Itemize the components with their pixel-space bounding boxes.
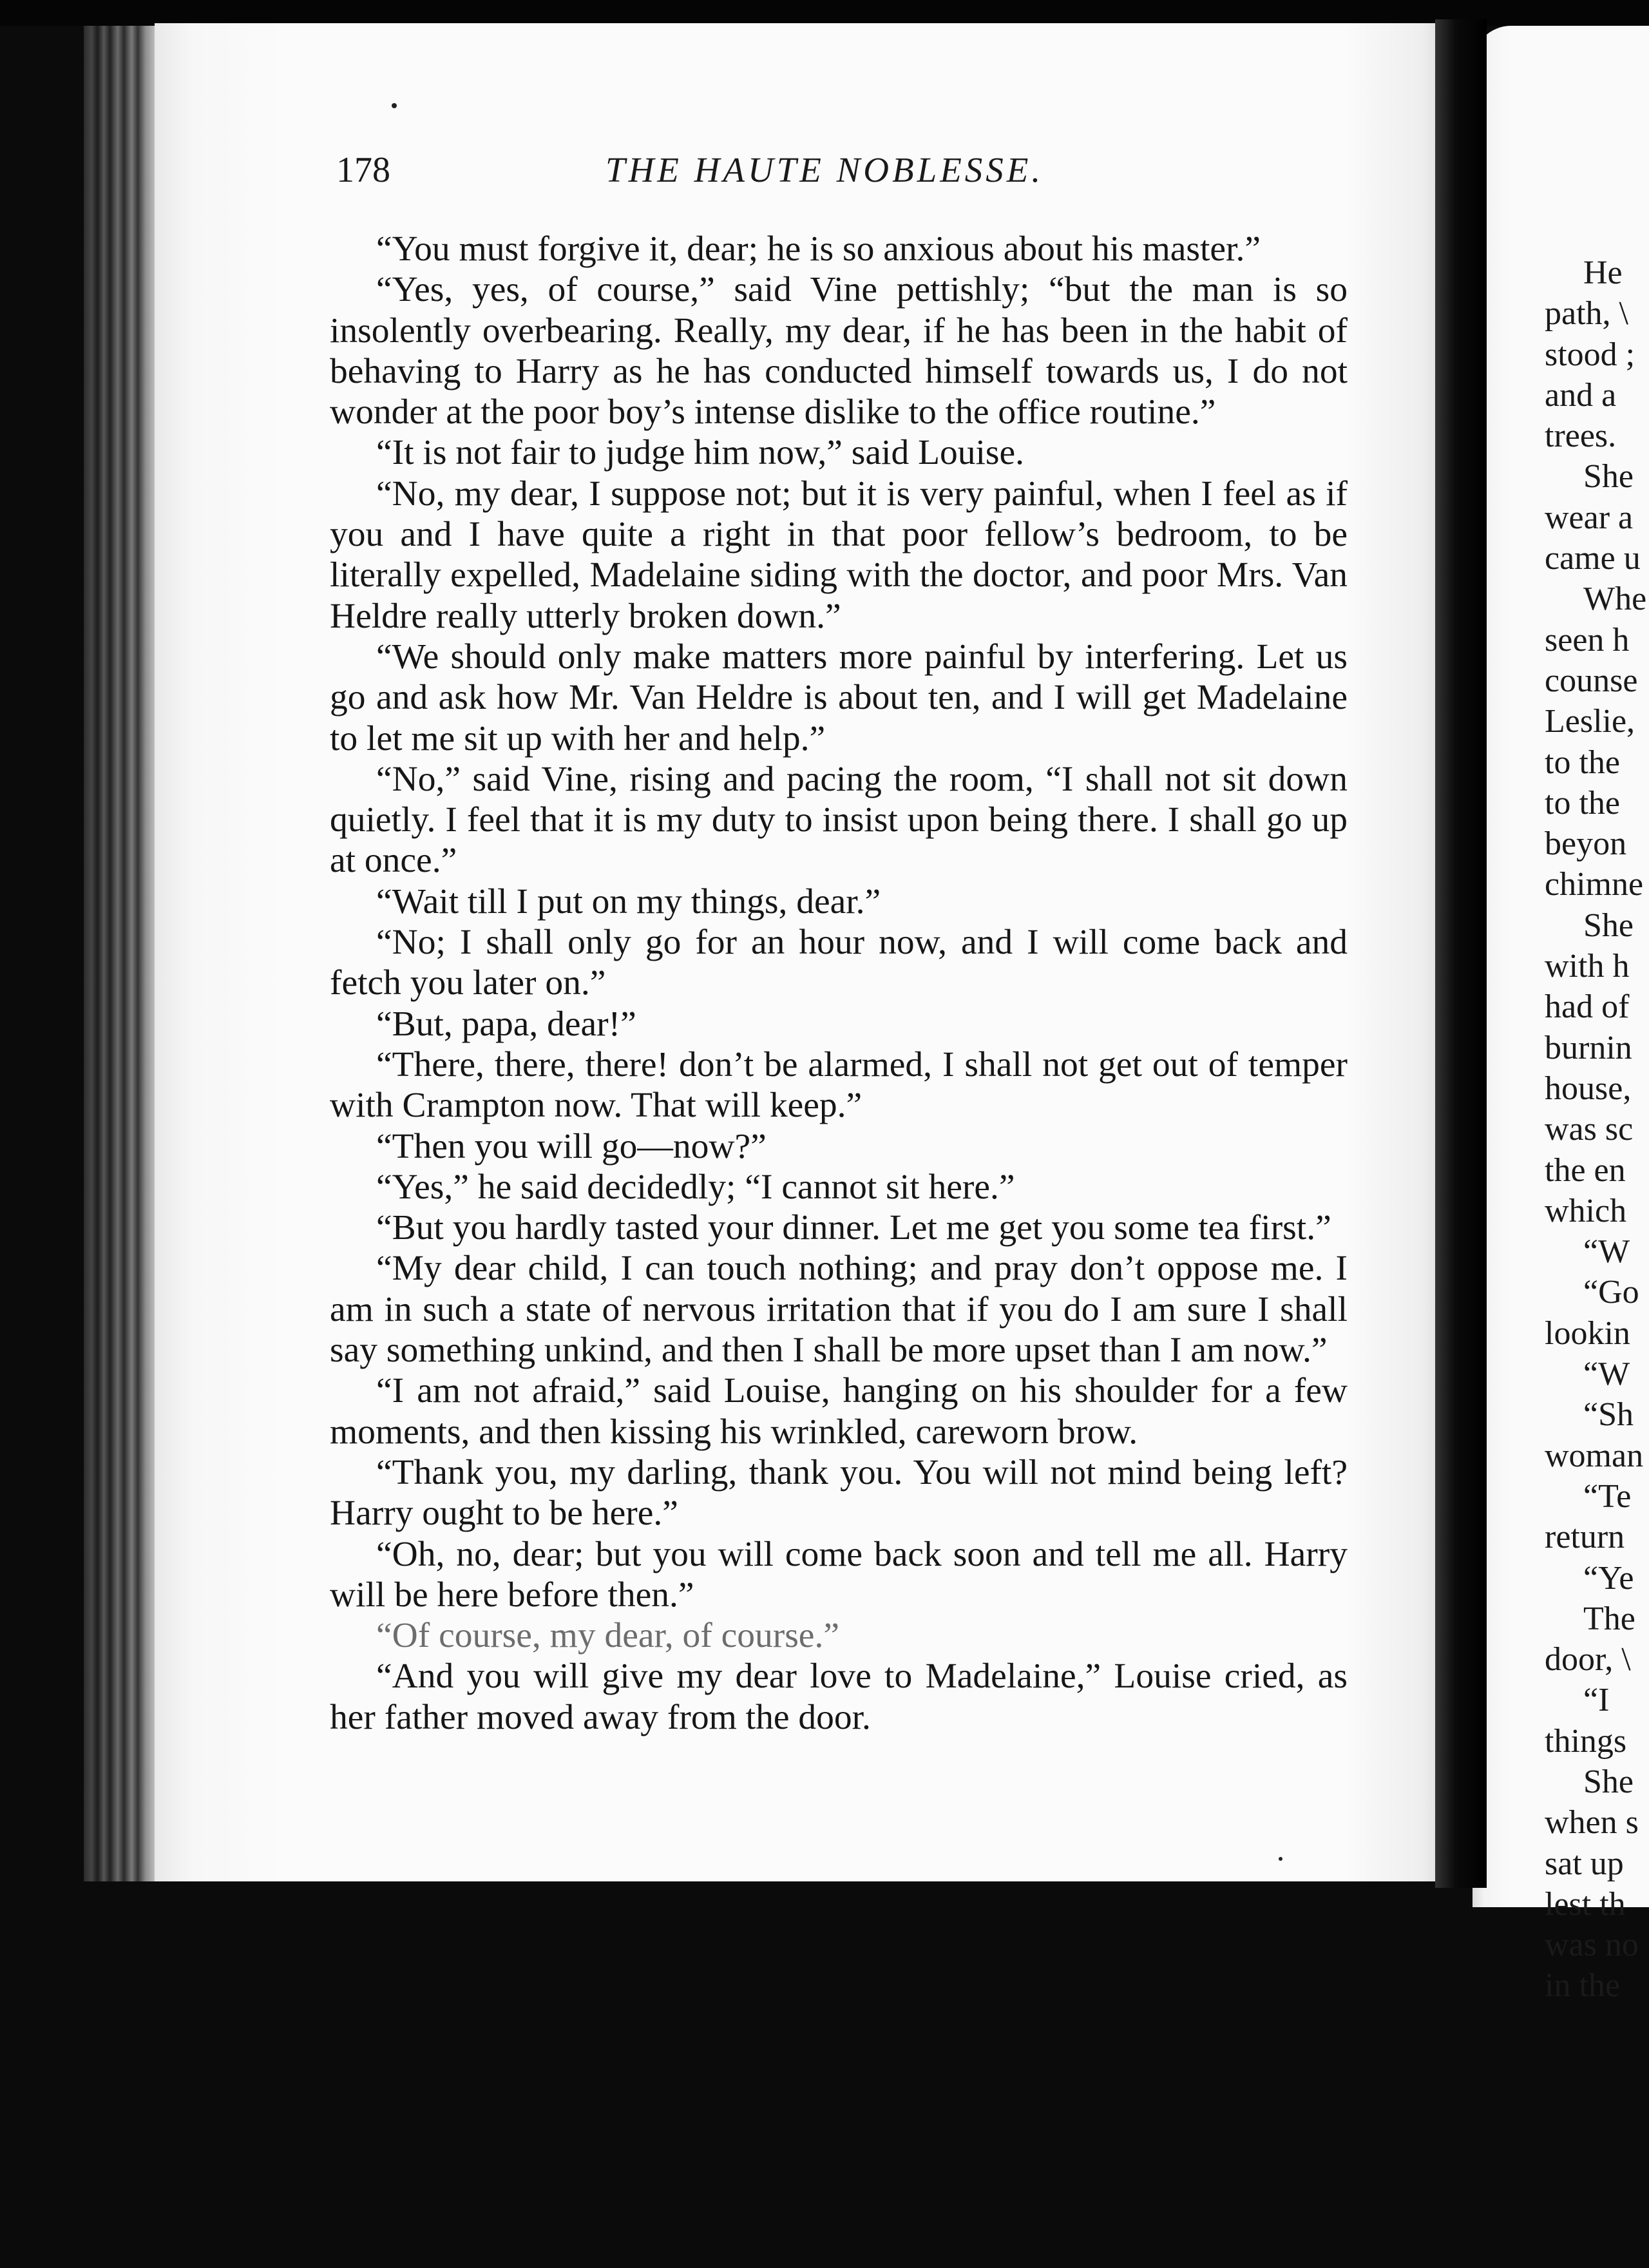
right-page-fragment-line: Whe [1583, 581, 1647, 618]
right-page-fragment-line: woman [1545, 1437, 1644, 1474]
paragraph: “Yes, yes, of course,” said Vine pettishly; “but the man is so insolently overbearing. Really, my dear, if he has been in the habit of behaving to Harry as he has conducted himself towards us, I do not wonder at the poor boy’s intense dislike to the office routine.” [330, 270, 1348, 432]
right-page-fragment-line: “Sh [1583, 1396, 1634, 1434]
paragraph: “There, there, there! don’t be alarmed, I shall not get out of temper with Crampton now. That will keep.” [330, 1044, 1348, 1126]
right-page-fragment-line: path, \ [1545, 295, 1628, 332]
book-gutter [1435, 19, 1487, 1888]
paragraph: “No, my dear, I suppose not; but it is very painful, when I feel as if you and I have quite a right in that poor fellow’s bedroom, to be literally expelled, Madelaine siding with the doctor, and poor Mrs. Van Heldre really utterly broken down.” [330, 474, 1348, 636]
paragraph: “We should only make matters more painful by interfering. Let us go and ask how Mr. Van Heldre is about ten, and I will get Madelaine to let me sit up with her and help.” [330, 637, 1348, 758]
scan-top-border [0, 0, 1649, 26]
paragraph: “No,” said Vine, rising and pacing the room, “I shall not sit down quietly. I feel that it is my duty to insist upon being there. I shall go up at once.” [330, 759, 1348, 881]
paragraph: “You must forgive it, dear; he is so anxious about his master.” [376, 229, 1261, 269]
running-header [0, 149, 1649, 201]
right-page-fragment-line: to the [1545, 784, 1620, 822]
right-page-fragment-line: Leslie, [1545, 703, 1635, 740]
paragraph: “Thank you, my darling, thank you. You will not mind being left? Harry ought to be here.” [330, 1452, 1348, 1533]
right-page-fragment-line: The [1583, 1600, 1635, 1637]
right-page-fragment-line: She [1583, 1763, 1634, 1800]
right-page-fragment-line: beyon [1545, 825, 1627, 863]
right-page-fragment-line: “Ye [1583, 1559, 1634, 1597]
dust-speck [392, 103, 397, 108]
right-page-fragment-line: in the [1545, 1967, 1620, 2004]
paragraph: “Wait till I put on my things, dear.” [376, 881, 881, 921]
paragraph: “And you will give my dear love to Madelaine,” Louise cried, as her father moved away from the door. [330, 1657, 1348, 1737]
right-page-fragment-line: sat up [1545, 1845, 1624, 1882]
right-page-fragment-line: door, \ [1545, 1641, 1631, 1678]
right-page-fragment-line: came u [1545, 540, 1641, 577]
right-page-fragment-line: with h [1545, 948, 1630, 985]
right-page-fragment-line: “Te [1583, 1477, 1632, 1515]
right-page-fragment-line: and a [1545, 376, 1617, 414]
right-page-fragment-line: which [1545, 1192, 1627, 1229]
right-page-fragment-line: She [1583, 907, 1634, 944]
paragraph: “Of course, my dear, of course.” [376, 1616, 839, 1656]
paragraph: “No; I shall only go for an hour now, and I will come back and fetch you later on.” [330, 923, 1348, 1003]
right-page-fragment-line: “Go [1583, 1274, 1639, 1311]
right-page-fragment-line: chimne [1545, 866, 1644, 903]
right-page-fragment-line: counse [1545, 662, 1638, 699]
right-page-fragment-line: “W [1583, 1356, 1630, 1393]
right-page-text-fragments [1545, 253, 1649, 2006]
right-page-fragment-line: the en [1545, 1151, 1626, 1189]
right-page-fragment-line: lookin [1545, 1314, 1630, 1352]
right-page-fragment-line: He [1583, 255, 1623, 291]
dust-speck [1279, 1857, 1282, 1861]
right-page-fragment-line: return [1545, 1519, 1625, 1556]
right-page-fragment-line: wear a [1545, 499, 1634, 536]
paragraph: “But, papa, dear!” [376, 1004, 636, 1044]
right-page-fragment-line: trees. [1545, 418, 1617, 455]
right-page-fragment-line: house, [1545, 1070, 1632, 1107]
paragraph: “It is not fair to judge him now,” said Louise. [376, 433, 1024, 473]
right-page-fragment-line: She [1583, 458, 1634, 495]
paragraph: “Then you will go—now?” [376, 1126, 767, 1166]
right-page-fragment-line: when s [1545, 1804, 1639, 1841]
right-page-fragment-line: was sc [1545, 1111, 1634, 1148]
main-text-block [330, 229, 1348, 1738]
paragraph: “Yes,” he said decidedly; “I cannot sit here.” [376, 1167, 1015, 1207]
paragraph: “I am not afraid,” said Louise, hanging on his shoulder for a few moments, and then kissing his wrinkled, careworn brow. [330, 1371, 1348, 1452]
page-number: 178 [336, 150, 390, 190]
right-page-fragment-line: “I [1583, 1682, 1610, 1719]
right-page-fragment-line: stood ; [1545, 336, 1635, 373]
running-title: THE HAUTE NOBLESSE. [605, 150, 1044, 189]
right-page-fragment-line: had of [1545, 988, 1630, 1026]
right-page-fragment-line: seen h [1545, 621, 1630, 658]
right-page-fragment-line: to the [1545, 744, 1620, 781]
right-page-fragment-line: was no [1545, 1927, 1639, 1964]
paragraph: “Oh, no, dear; but you will come back soon and tell me all. Harry will be here before then.” [330, 1534, 1348, 1615]
right-page-fragment-line: burnin [1545, 1029, 1632, 1066]
right-page-fragment-line: lest th [1545, 1885, 1626, 1923]
right-page-fragment-line: things [1545, 1722, 1627, 1760]
right-page-fragment-line: “W [1583, 1233, 1630, 1271]
paragraph: “My dear child, I can touch nothing; and pray don’t oppose me. I am in such a state of nervous irritation that if you do I am sure I shall say something unkind, and then I shall be more upset than I am now.” [330, 1249, 1348, 1370]
paragraph: “But you hardly tasted your dinner. Let me get you some tea first.” [376, 1208, 1331, 1248]
page-edges [84, 26, 161, 1881]
